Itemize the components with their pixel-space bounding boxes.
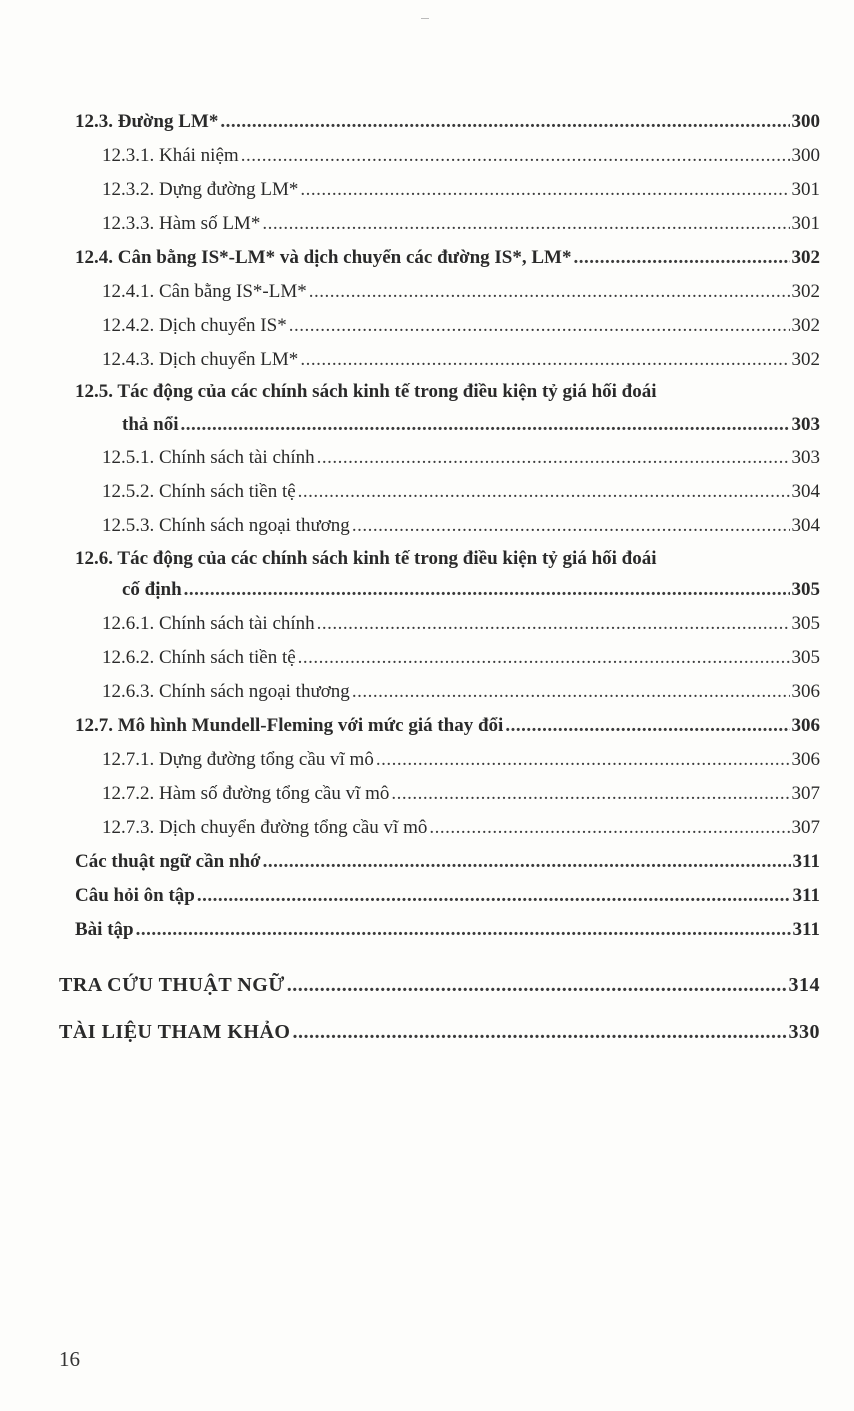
leader-dots	[292, 1020, 786, 1044]
toc-entry-subsection[interactable]	[102, 480, 820, 504]
toc-entry-subsection[interactable]	[102, 680, 820, 704]
entry-page: 301	[791, 179, 820, 200]
entry-title: 12.5.2. Chính sách tiền tệ	[102, 481, 296, 502]
entry-title: 12.4.3. Dịch chuyển LM*	[102, 349, 299, 370]
entry-title: 12.3.1. Khái niệm	[102, 145, 239, 166]
toc-entry-subsection[interactable]	[102, 514, 820, 538]
leader-dots	[136, 918, 791, 942]
entry-title: 12.4. Cân bằng IS*-LM* và dịch chuyển các đường IS*, LM*	[75, 247, 572, 268]
entry-title: 12.7. Mô hình Mundell-Fleming với mức giá thay đổi	[75, 715, 504, 736]
entry-page: 302	[791, 315, 820, 336]
entry-page: 307	[791, 783, 820, 804]
leader-dots	[317, 612, 790, 636]
entry-page: 306	[791, 681, 820, 702]
leader-dots	[197, 884, 791, 908]
toc-entry-section[interactable]	[75, 246, 820, 270]
toc-entry-subsection[interactable]	[102, 782, 820, 806]
leader-dots	[262, 212, 789, 236]
toc-entry-subsection[interactable]	[102, 612, 820, 636]
toc-entry-section[interactable]	[122, 413, 820, 437]
entry-page: 305	[791, 579, 820, 600]
leader-dots	[263, 850, 791, 874]
entry-page: 311	[792, 851, 820, 872]
entry-page: 304	[791, 515, 820, 536]
entry-page: 306	[791, 715, 820, 736]
entry-page: 300	[791, 111, 820, 132]
entry-title: 12.4.2. Dịch chuyển IS*	[102, 315, 287, 336]
toc-entry-subsection[interactable]	[102, 178, 820, 202]
leader-dots	[352, 514, 790, 538]
toc-entry-section[interactable]	[75, 714, 820, 738]
entry-title: 12.6.2. Chính sách tiền tệ	[102, 647, 296, 668]
entry-page: 307	[791, 817, 820, 838]
toc-entry-section[interactable]	[122, 578, 820, 602]
entry-page: 303	[791, 414, 820, 435]
entry-title: Các thuật ngữ cần nhớ	[75, 851, 261, 872]
entry-page: 302	[791, 349, 820, 370]
entry-title: 12.5.3. Chính sách ngoại thương	[102, 515, 350, 536]
leader-dots	[184, 578, 790, 602]
entry-page: 302	[791, 247, 820, 268]
entry-page: 314	[788, 974, 820, 996]
entry-page: 311	[792, 885, 820, 906]
entry-title: TRA CỨU THUẬT NGỮ	[59, 974, 285, 996]
page-number: 16	[59, 1347, 80, 1371]
leader-dots	[429, 816, 789, 840]
entry-title: 12.5.1. Chính sách tài chính	[102, 447, 315, 468]
entry-page: 305	[791, 647, 820, 668]
entry-page: 301	[791, 213, 820, 234]
entry-page: 303	[791, 447, 820, 468]
entry-title: Câu hỏi ôn tập	[75, 885, 195, 906]
entry-title: 12.3.2. Dựng đường LM*	[102, 179, 299, 200]
toc-entry-section-line1: 12.6. Tác động của các chính sách kinh tế trong điều kiện tỷ giá hối đoái	[75, 548, 657, 569]
toc-entry-section[interactable]	[75, 110, 820, 134]
entry-title: thả nổi	[122, 414, 179, 435]
entry-title: 12.3.3. Hàm số LM*	[102, 213, 261, 234]
entry-title: 12.7.3. Dịch chuyển đường tổng cầu vĩ mô	[102, 817, 428, 838]
toc-entry-terms[interactable]	[75, 850, 820, 874]
leader-dots	[181, 413, 790, 437]
toc-entry-subsection[interactable]	[102, 212, 820, 236]
leader-dots	[300, 348, 789, 372]
entry-title: cố định	[122, 579, 182, 600]
entry-page: 300	[791, 145, 820, 166]
entry-title: TÀI LIỆU THAM KHẢO	[59, 1021, 291, 1043]
toc-entry-subsection[interactable]	[102, 314, 820, 338]
toc-entry-exercises[interactable]	[75, 918, 820, 942]
entry-page: 311	[792, 919, 820, 940]
toc-entry-review-questions[interactable]	[75, 884, 820, 908]
toc-entry-subsection[interactable]	[102, 748, 820, 772]
toc-entry-glossary[interactable]	[59, 973, 820, 997]
entry-page: 330	[788, 1021, 820, 1043]
toc-entry-references[interactable]	[59, 1020, 820, 1044]
leader-dots	[376, 748, 790, 772]
leader-dots	[298, 480, 790, 504]
leader-dots	[391, 782, 789, 806]
entry-title: 12.7.1. Dựng đường tổng cầu vĩ mô	[102, 749, 374, 770]
toc-entry-section-line1: 12.5. Tác động của các chính sách kinh tế trong điều kiện tỷ giá hối đoái	[75, 381, 657, 402]
leader-dots	[352, 680, 790, 704]
toc-entry-subsection[interactable]	[102, 144, 820, 168]
toc-entry-subsection[interactable]	[102, 280, 820, 304]
leader-dots	[289, 314, 790, 338]
entry-title: 12.6.1. Chính sách tài chính	[102, 613, 315, 634]
entry-title: Bài tập	[75, 919, 134, 940]
leader-dots	[298, 646, 790, 670]
leader-dots	[309, 280, 790, 304]
leader-dots	[220, 110, 789, 134]
leader-dots	[505, 714, 789, 738]
entry-title: 12.3. Đường LM*	[75, 111, 219, 132]
entry-page: 305	[791, 613, 820, 634]
toc-entry-subsection[interactable]	[102, 816, 820, 840]
toc-entry-subsection[interactable]	[102, 348, 820, 372]
entry-title: 12.6.3. Chính sách ngoại thương	[102, 681, 350, 702]
entry-title: 12.4.1. Cân bằng IS*-LM*	[102, 281, 307, 302]
entry-page: 302	[791, 281, 820, 302]
entry-page: 306	[791, 749, 820, 770]
toc-entry-subsection[interactable]	[102, 646, 820, 670]
entry-page: 304	[791, 481, 820, 502]
page-mark	[421, 18, 429, 19]
entry-title: 12.7.2. Hàm số đường tổng cầu vĩ mô	[102, 783, 390, 804]
leader-dots	[287, 973, 787, 997]
leader-dots	[317, 446, 790, 470]
leader-dots	[573, 246, 789, 270]
leader-dots	[300, 178, 789, 202]
leader-dots	[241, 144, 790, 168]
toc-entry-subsection[interactable]	[102, 446, 820, 470]
